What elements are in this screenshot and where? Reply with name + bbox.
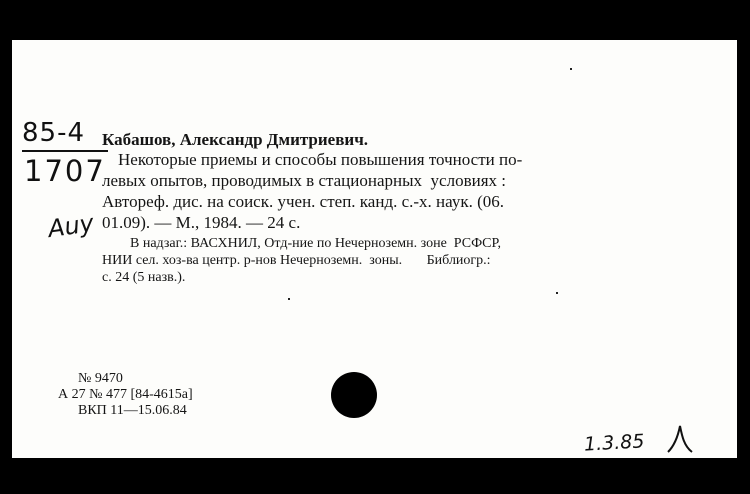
handwritten-date: 1.3.85 (583, 430, 645, 456)
catalog-record: А 27 № 477 [84-4615а] (58, 387, 193, 402)
dust-speck (556, 292, 558, 294)
note-line-3: с. 24 (5 назв.). (102, 270, 186, 285)
catalog-card (12, 40, 737, 458)
catalog-date: ВКП 11—15.06.84 (78, 403, 187, 418)
handwritten-mark: Auy (46, 208, 96, 244)
title-line-2: левых опытов, проводимых в стационарных условиях : (102, 171, 506, 190)
shelfmark-divider (22, 150, 108, 152)
dust-speck (570, 68, 572, 70)
title-line-4: 01.09). — М., 1984. — 24 с. (102, 213, 301, 232)
handwritten-signature (662, 424, 698, 456)
note-line-2: НИИ сел. хоз-ва центр. р-нов Нечерноземн. зоны. Библиогр.: (102, 253, 491, 268)
title-line-3: Автореф. дис. на соиск. учен. степ. канд. с.-х. наук. (06. (102, 192, 504, 211)
handwritten-shelfmark: 85-4 (22, 118, 86, 148)
card-punch-hole (331, 372, 377, 418)
catalog-number: № 9470 (78, 371, 123, 386)
dust-speck (288, 298, 290, 300)
note-line-1: В надзаг.: ВАСХНИЛ, Отд-ние по Нечерноземн. зоне РСФСР, (130, 236, 502, 251)
title-line-1: Некоторые приемы и способы повышения точности по- (118, 150, 523, 169)
author-heading: Кабашов, Александр Дмитриевич. (102, 130, 369, 149)
handwritten-inventory-number: 1707 (24, 154, 106, 188)
